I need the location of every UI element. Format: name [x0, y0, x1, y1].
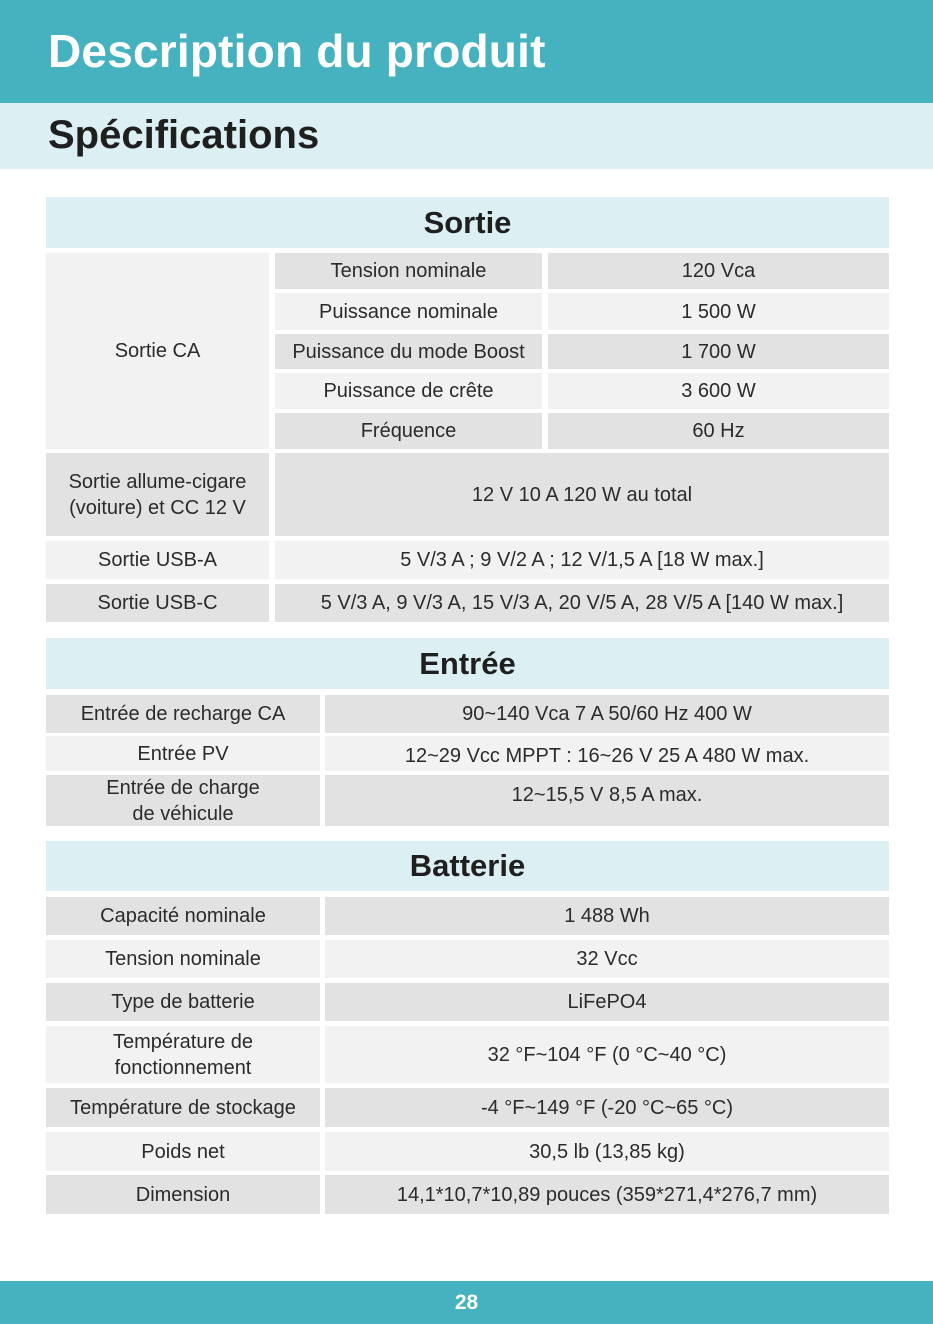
allume-cigare-value: 12 V 10 A 120 W au total: [275, 453, 889, 536]
allume-cigare-label: [46, 453, 269, 536]
spec-name: Type de batterie: [46, 983, 320, 1021]
spec-name: [46, 775, 320, 826]
spec-value: LiFePO4: [325, 983, 889, 1021]
spec-name: Tension nominale: [46, 940, 320, 978]
section-title: Spécifications: [48, 113, 320, 157]
label-line: Sortie allume-cigare: [68, 470, 247, 493]
page-title: Description du produit: [48, 25, 546, 77]
spec-name: [46, 1026, 320, 1083]
spec-name: Fréquence: [275, 413, 542, 449]
page-header: [0, 0, 933, 103]
spec-value: 1 488 Wh: [325, 897, 889, 935]
spec-value: 3 600 W: [548, 373, 889, 409]
spec-value: 32 °F~104 °F (0 °C~40 °C): [325, 1026, 889, 1083]
spec-value: 32 Vcc: [325, 940, 889, 978]
spec-value: 12~15,5 V 8,5 A max.: [325, 775, 889, 826]
page-footer: [0, 1281, 933, 1324]
sortie-ca-label: Sortie CA: [46, 253, 269, 449]
spec-name: Entrée de recharge CA: [46, 695, 320, 733]
spec-value: 1 500 W: [548, 293, 889, 330]
spec-name: Puissance du mode Boost: [275, 334, 542, 369]
spec-value: 12~29 Vcc MPPT : 16~26 V 25 A 480 W max.: [325, 736, 889, 771]
spec-name: Dimension: [46, 1175, 320, 1214]
label-line: de véhicule: [132, 802, 234, 825]
spec-name: Puissance de crête: [275, 373, 542, 409]
section-header: [0, 103, 933, 169]
usb-a-value: 5 V/3 A ; 9 V/2 A ; 12 V/1,5 A [18 W max.]: [275, 541, 889, 579]
usb-c-value: 5 V/3 A, 9 V/3 A, 15 V/3 A, 20 V/5 A, 28 V/5 A [140 W max.]: [275, 584, 889, 622]
spec-value: 30,5 lb (13,85 kg): [325, 1132, 889, 1171]
usb-a-label: Sortie USB-A: [46, 541, 269, 579]
label-line: Température de: [112, 1030, 254, 1053]
spec-name: Tension nominale: [275, 253, 542, 289]
spec-name: Température de stockage: [46, 1088, 320, 1127]
label-line: fonctionnement: [114, 1056, 252, 1079]
spec-value: 60 Hz: [548, 413, 889, 449]
page-number: 28: [454, 1290, 479, 1314]
spec-name: Entrée PV: [46, 736, 320, 771]
spec-name: Puissance nominale: [275, 293, 542, 330]
entree-heading: Entrée: [46, 638, 889, 689]
sortie-heading: Sortie: [46, 197, 889, 248]
spec-value: 1 700 W: [548, 334, 889, 369]
spec-value: -4 °F~149 °F (-20 °C~65 °C): [325, 1088, 889, 1127]
spec-value: 120 Vca: [548, 253, 889, 289]
label-line: (voiture) et CC 12 V: [69, 496, 246, 519]
usb-c-label: Sortie USB-C: [46, 584, 269, 622]
label-line: Entrée de charge: [106, 776, 260, 799]
spec-name: Poids net: [46, 1132, 320, 1171]
spec-value: 14,1*10,7*10,89 pouces (359*271,4*276,7 mm): [325, 1175, 889, 1214]
spec-value: 90~140 Vca 7 A 50/60 Hz 400 W: [325, 695, 889, 733]
batterie-heading: Batterie: [46, 841, 889, 891]
spec-name: Capacité nominale: [46, 897, 320, 935]
